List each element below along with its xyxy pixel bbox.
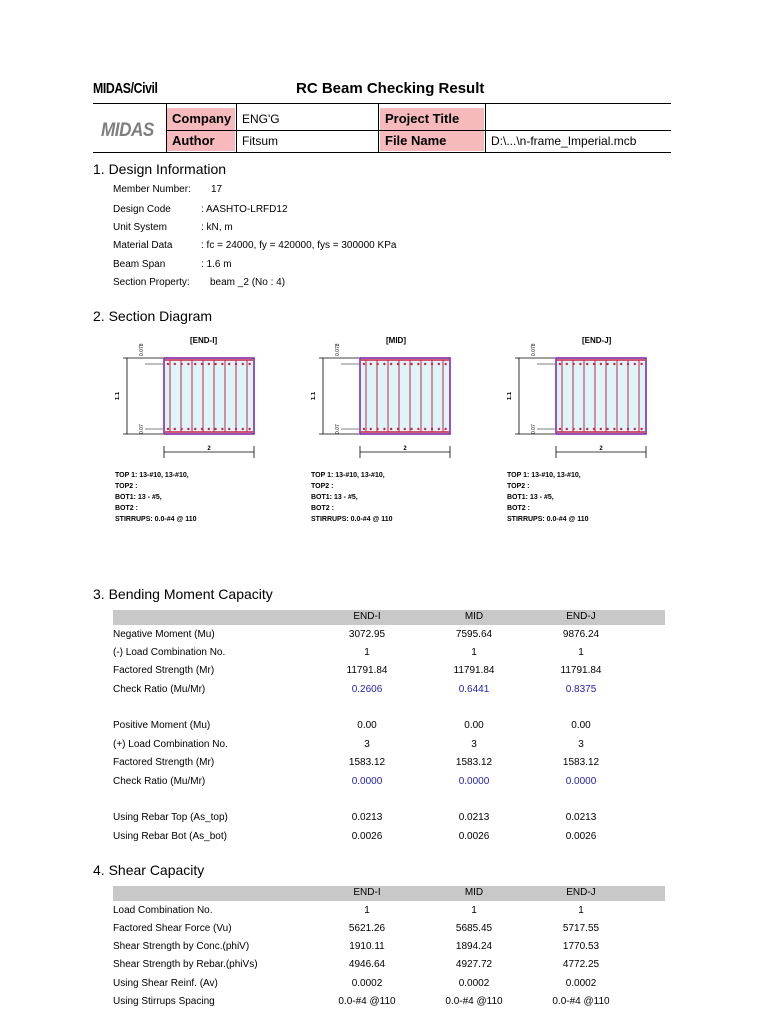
rebar-line: TOP2 : [507, 483, 530, 490]
rebar-line: TOP 1: 13-#10, 13-#10, [507, 472, 581, 479]
top-bar [174, 363, 176, 365]
row-label: Using Rebar Bot (As_bot) [113, 831, 227, 842]
top-bar [214, 363, 216, 365]
bottom-bar [242, 428, 244, 430]
row-value: 0.0002 [351, 978, 383, 989]
row-value: 3 [471, 739, 477, 750]
row-value: 11791.84 [346, 665, 388, 676]
rebar-schedule [115, 470, 197, 525]
info-value: : fc = 24000, fy = 420000, fys = 300000 KPa [201, 240, 397, 251]
top-bar [566, 363, 568, 365]
row-label: Using Stirrups Spacing [113, 996, 215, 1007]
row-value: 1894.24 [455, 941, 493, 952]
bottom-cover-label: 0.07 [139, 424, 145, 434]
rebar-line: TOP 1: 13-#10, 13-#10, [311, 472, 385, 479]
row-value: 5685.45 [455, 923, 493, 934]
file-name-value: D:\...\n-frame_Imperial.mcb [491, 134, 637, 148]
file-name-label: File Name [380, 131, 484, 151]
row-value: 1583.12 [562, 757, 600, 768]
row-value: 11791.84 [560, 665, 602, 676]
bottom-bar [620, 428, 622, 430]
info-label: Beam Span [113, 259, 166, 270]
rebar-line: BOT2 : [507, 505, 530, 512]
top-bar [606, 363, 608, 365]
info-label: Section Property: [113, 277, 190, 288]
row-label: (+) Load Combination No. [113, 739, 228, 750]
row-value: 0.0-#4 @110 [552, 996, 610, 1007]
bottom-bar [370, 428, 372, 430]
bottom-bar [180, 428, 182, 430]
bottom-bar [221, 428, 223, 430]
bottom-bar [383, 428, 385, 430]
section-diagram-title: 2. Section Diagram [93, 308, 213, 324]
row-value: 9876.24 [562, 629, 600, 640]
bottom-bar [214, 428, 216, 430]
bottom-cover-label: 0.07 [335, 424, 341, 434]
row-value: 3 [364, 739, 370, 750]
col-mid: MID [464, 887, 484, 898]
row-value: 5621.26 [348, 923, 386, 934]
bottom-bar [167, 428, 169, 430]
bottom-bar [444, 428, 446, 430]
info-label: Material Data [113, 240, 173, 251]
top-bar [397, 363, 399, 365]
rebar-line: TOP2 : [115, 483, 138, 490]
top-bar [228, 363, 230, 365]
top-bar [579, 363, 581, 365]
project-title-value [486, 108, 671, 130]
rebar-line: BOT1: 13 - #5, [115, 494, 162, 501]
col-mid: MID [464, 611, 484, 622]
row-value: 1 [364, 647, 370, 658]
top-bar [431, 363, 433, 365]
row-value: 0.00 [571, 720, 591, 731]
top-bar [390, 363, 392, 365]
row-value: 1 [471, 647, 477, 658]
row-label: Check Ratio (Mu/Mr) [113, 684, 206, 695]
col-end-i: END-I [353, 887, 381, 898]
bottom-bar [559, 428, 561, 430]
rebar-line: TOP2 : [311, 483, 334, 490]
brand-title: MIDAS/Civil [93, 80, 158, 97]
midas-logo: MIDAS [101, 120, 154, 141]
table-row [113, 995, 665, 1009]
table-divider [236, 104, 237, 152]
row-value: 1770.53 [562, 941, 600, 952]
top-bar [242, 363, 244, 365]
top-bar [208, 363, 210, 365]
top-bar [438, 363, 440, 365]
info-label: Member Number: [113, 184, 191, 195]
bottom-bar [438, 428, 440, 430]
row-value: 4772.25 [562, 959, 600, 970]
header-top-rule [93, 103, 671, 104]
design-info-title: 1. Design Information [93, 161, 227, 177]
top-bar [167, 363, 169, 365]
row-value: 0.0000 [458, 776, 490, 787]
top-bar [404, 363, 406, 365]
project-title-label: Project Title [380, 108, 484, 130]
row-value: 0.0213 [458, 812, 490, 823]
table-row [113, 775, 665, 789]
rebar-line: BOT2 : [115, 505, 138, 512]
top-bar [444, 363, 446, 365]
top-bar [194, 363, 196, 365]
row-value: 1 [364, 905, 370, 916]
bottom-cover-label: 0.07 [531, 424, 537, 434]
bottom-bar [634, 428, 636, 430]
bottom-bar [410, 428, 412, 430]
rebar-line: STIRRUPS: 0.0-#4 @ 110 [507, 516, 589, 523]
row-value: 0.2606 [351, 684, 383, 695]
bottom-bar [201, 428, 203, 430]
info-label: Unit System [113, 222, 167, 233]
table-row [113, 719, 665, 733]
row-label: Shear Strength by Conc.(phiV) [113, 941, 250, 952]
table-row [113, 664, 665, 678]
row-label: Using Shear Reinf. (Av) [113, 978, 218, 989]
table-row [113, 756, 665, 770]
table-row [113, 977, 665, 991]
bottom-bar [579, 428, 581, 430]
info-value: : AASHTO-LRFD12 [201, 204, 288, 215]
col-end-j: END-J [566, 887, 596, 898]
top-cover-label: 0.078 [335, 343, 341, 356]
report-title: RC Beam Checking Result [296, 80, 485, 97]
table-row [113, 738, 665, 752]
top-bar [627, 363, 629, 365]
top-bar [417, 363, 419, 365]
top-bar [376, 363, 378, 365]
row-value: 3 [578, 739, 584, 750]
rebar-schedule [507, 470, 589, 525]
row-label: Load Combination No. [113, 905, 213, 916]
section-outline [360, 358, 450, 434]
bottom-bar [363, 428, 365, 430]
rebar-line: BOT1: 13 - #5, [311, 494, 358, 501]
top-bar [634, 363, 636, 365]
top-cover-label: 0.078 [139, 343, 145, 356]
header-bottom-rule [93, 152, 671, 153]
bottom-bar [593, 428, 595, 430]
rebar-line: BOT1: 13 - #5, [507, 494, 554, 501]
top-bar [221, 363, 223, 365]
bottom-bar [431, 428, 433, 430]
row-value: 0.00 [464, 720, 484, 731]
row-value: 1 [578, 905, 584, 916]
row-value: 0.8375 [565, 684, 597, 695]
bottom-bar [572, 428, 574, 430]
bottom-bar [187, 428, 189, 430]
row-label: Using Rebar Top (As_top) [113, 812, 228, 823]
table-row [113, 830, 665, 844]
table-divider [378, 104, 379, 152]
bottom-bar [390, 428, 392, 430]
row-value: 0.0-#4 @110 [445, 996, 503, 1007]
top-bar [572, 363, 574, 365]
row-label: Check Ratio (Mu/Mr) [113, 776, 206, 787]
row-value: 0.0000 [351, 776, 383, 787]
bottom-bar [613, 428, 615, 430]
row-value: 7595.64 [455, 629, 493, 640]
bending-title: 3. Bending Moment Capacity [93, 586, 273, 602]
row-value: 0.0002 [458, 978, 490, 989]
row-value: 0.0-#4 @110 [338, 996, 396, 1007]
row-label: Shear Strength by Rebar.(phiVs) [113, 959, 258, 970]
top-bar [620, 363, 622, 365]
top-bar [248, 363, 250, 365]
bottom-bar [174, 428, 176, 430]
top-bar [410, 363, 412, 365]
bottom-bar [228, 428, 230, 430]
row-value: 0.0213 [351, 812, 383, 823]
row-label: Positive Moment (Mu) [113, 720, 211, 731]
section-label: [MID] [386, 336, 406, 345]
section-outline [164, 358, 254, 434]
bending-table-header [113, 610, 665, 625]
bottom-bar [640, 428, 642, 430]
col-end-j: END-J [566, 611, 596, 622]
bottom-bar [586, 428, 588, 430]
shear-title: 4. Shear Capacity [93, 862, 205, 878]
top-bar [586, 363, 588, 365]
company-label: Company [167, 108, 235, 130]
row-value: 0.0026 [458, 831, 490, 842]
info-value: 17 [211, 184, 223, 195]
top-bar [559, 363, 561, 365]
row-label: Factored Strength (Mr) [113, 665, 215, 676]
bottom-bar [397, 428, 399, 430]
bottom-bar [417, 428, 419, 430]
rebar-line: BOT2 : [311, 505, 334, 512]
row-label: Factored Strength (Mr) [113, 757, 215, 768]
section-label: [END-I] [190, 336, 218, 345]
row-value: 4946.64 [348, 959, 386, 970]
row-value: 3072.95 [348, 629, 386, 640]
top-bar [363, 363, 365, 365]
row-value: 1 [578, 647, 584, 658]
row-value: 0.0000 [565, 776, 597, 787]
info-label: Design Code [113, 204, 171, 215]
row-value: 1910.11 [349, 941, 385, 952]
bottom-bar [606, 428, 608, 430]
row-value: 5717.55 [562, 923, 600, 934]
rebar-line: STIRRUPS: 0.0-#4 @ 110 [311, 516, 393, 523]
info-value: : kN, m [201, 222, 233, 233]
top-bar [593, 363, 595, 365]
row-value: 1583.12 [348, 757, 386, 768]
row-label: (-) Load Combination No. [113, 647, 226, 658]
top-bar [370, 363, 372, 365]
rebar-line: TOP 1: 13-#10, 13-#10, [115, 472, 189, 479]
author-label: Author [167, 131, 235, 151]
bottom-bar [404, 428, 406, 430]
top-bar [235, 363, 237, 365]
section-drawing [507, 334, 657, 470]
top-bar [383, 363, 385, 365]
section-end-j [507, 334, 657, 534]
info-value: beam _2 (No : 4) [210, 277, 286, 288]
section-drawing [115, 334, 265, 470]
row-value: 0.0026 [565, 831, 597, 842]
row-value: 11791.84 [453, 665, 495, 676]
section-mid [311, 334, 461, 534]
top-bar [201, 363, 203, 365]
bottom-bar [566, 428, 568, 430]
section-label: [END-J] [582, 336, 612, 345]
table-row [113, 922, 665, 936]
table-row [113, 958, 665, 972]
section-outline [556, 358, 646, 434]
height-dim-label: 1.1 [115, 391, 121, 401]
bottom-bar [235, 428, 237, 430]
width-dim-label: 2 [599, 446, 603, 452]
bottom-bar [424, 428, 426, 430]
row-value: 1 [471, 905, 477, 916]
table-row [113, 646, 665, 660]
top-bar [613, 363, 615, 365]
rebar-schedule [311, 470, 393, 525]
row-value: 1583.12 [455, 757, 493, 768]
bottom-bar [194, 428, 196, 430]
width-dim-label: 2 [403, 446, 407, 452]
row-value: 0.0002 [565, 978, 597, 989]
width-dim-label: 2 [207, 446, 211, 452]
row-label: Factored Shear Force (Vu) [113, 923, 232, 934]
row-value: 0.0213 [565, 812, 597, 823]
section-drawing [311, 334, 461, 470]
bottom-bar [376, 428, 378, 430]
row-value: 0.0026 [351, 831, 383, 842]
table-divider [485, 104, 486, 152]
table-row [113, 904, 665, 918]
bottom-bar [600, 428, 602, 430]
row-value: 0.00 [357, 720, 377, 731]
table-row [113, 940, 665, 954]
table-divider [166, 104, 167, 152]
row-label: Negative Moment (Mu) [113, 629, 215, 640]
bottom-bar [248, 428, 250, 430]
table-row [113, 683, 665, 697]
bottom-bar [208, 428, 210, 430]
top-bar [187, 363, 189, 365]
table-row [113, 628, 665, 642]
top-bar [640, 363, 642, 365]
height-dim-label: 1.1 [311, 391, 317, 401]
col-end-i: END-I [353, 611, 381, 622]
row-value: 4927.72 [455, 959, 493, 970]
shear-table-header [113, 886, 665, 901]
top-cover-label: 0.078 [531, 343, 537, 356]
top-bar [600, 363, 602, 365]
row-value: 0.6441 [458, 684, 490, 695]
company-value: ENG'G [242, 112, 280, 126]
height-dim-label: 1.1 [507, 391, 513, 401]
table-mid-line [166, 130, 671, 131]
info-value: : 1.6 m [201, 259, 232, 270]
table-row [113, 811, 665, 825]
bottom-bar [627, 428, 629, 430]
top-bar [424, 363, 426, 365]
section-end-i [115, 334, 265, 534]
rebar-line: STIRRUPS: 0.0-#4 @ 110 [115, 516, 197, 523]
author-value: Fitsum [242, 134, 278, 148]
top-bar [180, 363, 182, 365]
